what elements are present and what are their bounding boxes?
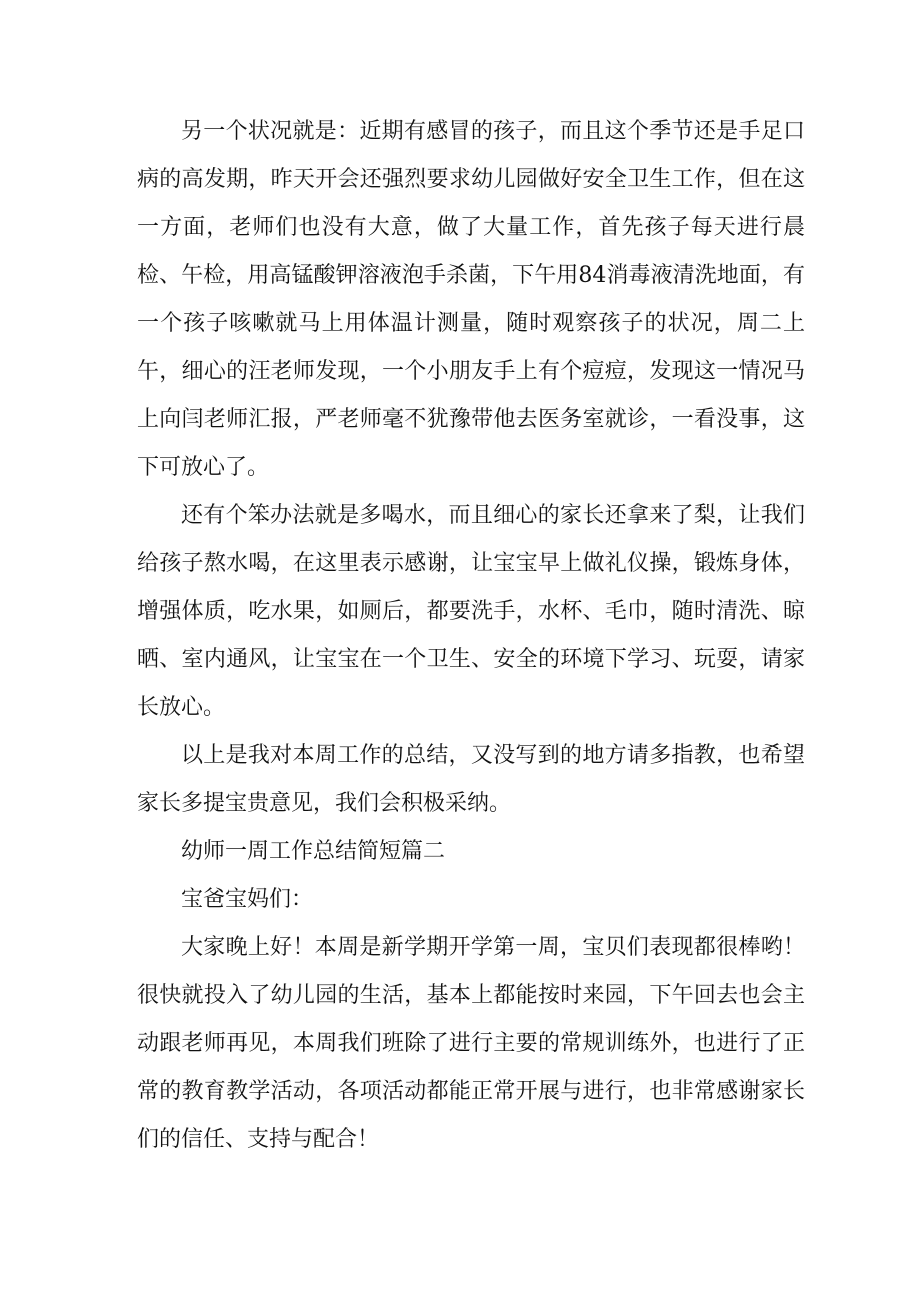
paragraph-illness-prevention: 另一个状况就是：近期有感冒的孩子，而且这个季节还是手足口病的高发期，昨天开会还强烈要求幼儿园做好安全卫生工作，但在这一方面，老师们也没有大意，做了大量工作，首先孩子每天进行晨检、午检，用高锰酸钾溶液泡手杀菌，下午用84消毒液清洗地面，有一个孩子咳嗽就马上用体温计测量，随时观察孩子的状况，周二上午，细心的汪老师发现，一个小朋友手上有个痘痘，发现这一情况马上向闫老师汇报，严老师毫不犹豫带他去医务室就诊，一看没事，这下可放心了。 — [137, 119, 805, 480]
paragraph-drink-water: 还有个笨办法就是多喝水，而且细心的家长还拿来了梨，让我们给孩子熬水喝，在这里表示感谢，让宝宝早上做礼仪操，锻炼身体，增强体质，吃水果，如厕后，都要洗手，水杯、毛巾，随时清洗、晾晒、室内通风，让宝宝在一个卫生、安全的环境下学习、玩耍，请家长放心。 — [137, 503, 805, 720]
section-heading: 幼师一周工作总结简短篇二 — [181, 839, 446, 864]
paragraph-first-week: 大家晚上好！本周是新学期开学第一周，宝贝们表现都很棒哟！很快就投入了幼儿园的生活，基本上都能按时来园，下午回去也会主动跟老师再见，本周我们班除了进行主要的常规训练外，也进行了正常的教育教学活动，各项活动都能正常开展与进行，也非常感谢家长们的信任、支持与配合！ — [137, 935, 805, 1152]
document-page — [137, 108, 805, 1164]
greeting: 宝爸宝妈们： — [181, 887, 314, 912]
paragraph-summary: 以上是我对本周工作的总结，又没写到的地方请多指教，也希望家长多提宝贵意见，我们会积极采纳。 — [137, 743, 805, 816]
